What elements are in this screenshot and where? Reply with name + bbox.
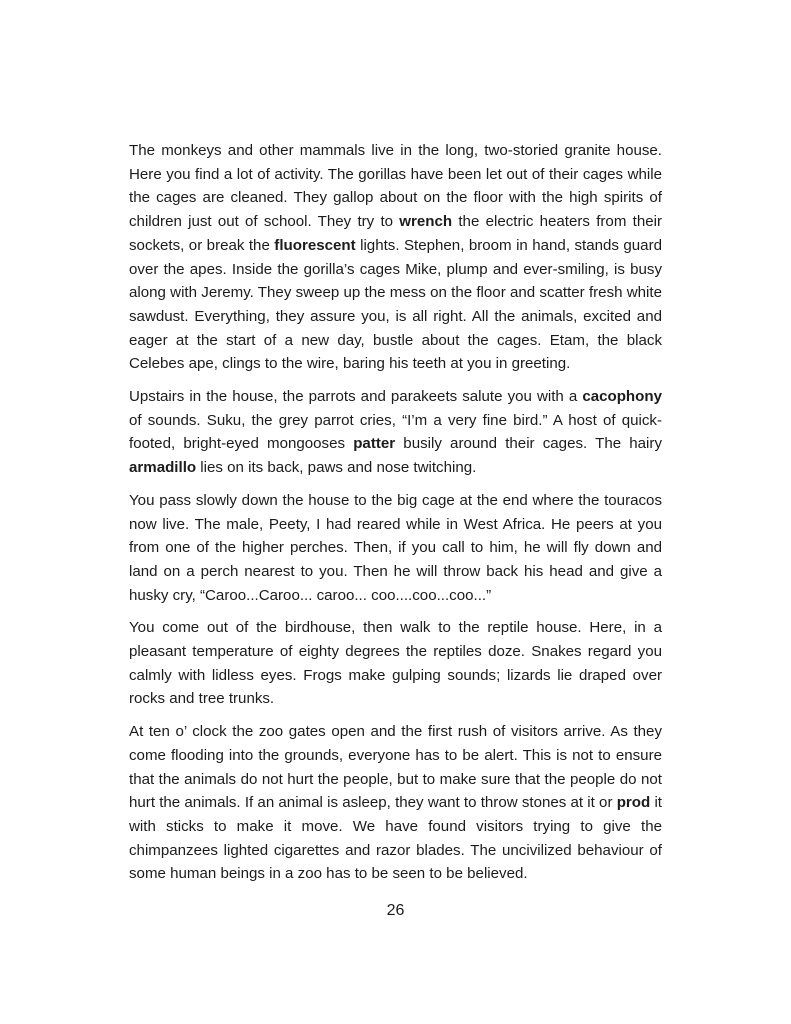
vocabulary-word: prod — [616, 794, 651, 812]
paragraph-touracos — [129, 489, 662, 608]
text-segment: Upstairs in the house, the parrots and parakeets salute you with a — [129, 388, 583, 406]
vocabulary-word: cacophony — [582, 388, 662, 406]
text-segment: of sounds. Suku, the grey parrot cries, “I’m a very fine bird.” A host of quick-footed, bright-eyed mongooses — [129, 411, 662, 453]
text-segment: At ten o’ clock the zoo gates open and the first rush of visitors arrive. As they come flooding into the grounds, everyone has to be alert. This is not to ensure that the animals do not hurt the people, but to make sure that the people do not hurt the animals. If an animal is asleep, they want to throw stones at it or — [129, 723, 662, 812]
paragraph-parrots — [129, 385, 662, 480]
text-segment: busily around their cages. The hairy — [395, 435, 662, 453]
vocabulary-word: wrench — [399, 213, 453, 231]
text-segment: The monkeys and other mammals live in the long, two-storied granite house. Here you find a lot of activity. The gorillas have been let out of their cages while the cages are cleaned. They gallop about on the floor with the high spirits of children just out of school. They try to — [129, 142, 662, 231]
vocabulary-word: armadillo — [129, 459, 197, 477]
paragraph-visitors — [129, 720, 662, 886]
vocabulary-word: fluorescent — [274, 236, 356, 254]
text-segment: it with sticks to make it move. We have found visitors trying to give the chimpanzees lighted cigarettes and razor blades. The uncivilized behaviour of some human beings in a zoo has to be seen to be believed. — [129, 794, 662, 883]
paragraph-monkeys — [129, 139, 662, 376]
text-segment: You come out of the birdhouse, then walk to the reptile house. Here, in a pleasant temperature of eighty degrees the reptiles doze. Snakes regard you calmly with lidless eyes. Frogs make gulping sounds; lizards lie draped over rocks and tree trunks. — [129, 619, 662, 708]
paragraph-reptiles — [129, 616, 662, 711]
page-body — [129, 139, 662, 895]
vocabulary-word: patter — [353, 435, 396, 453]
text-segment: the electric heaters from their sockets, or break the — [129, 213, 662, 254]
page-number: 26 — [386, 902, 405, 919]
text-segment: lies on its back, paws and nose twitching. — [196, 459, 477, 477]
text-segment: You pass slowly down the house to the big cage at the end where the touracos now live. The male, Peety, I had reared while in West Africa. He peers at you from one of the higher perches. Then, if you call to him, he will fly down and land on a perch nearest to you. Then he will throw back his head and give a husky cry, “Caroo...Caroo... caroo... coo....coo...coo...” — [129, 491, 662, 604]
text-segment: lights. Stephen, broom in hand, stands guard over the apes. Inside the gorilla’s cages Mike, plump and ever-smiling, is busy along with Jeremy. They sweep up the mess on the floor and scatter fresh white sawdust. Everything, they assure you, is all right. All the animals, excited and eager at the start of a new day, bustle about the cages. Etam, the black Celebes ape, clings to the wire, baring his teeth at you in greeting. — [129, 236, 662, 373]
